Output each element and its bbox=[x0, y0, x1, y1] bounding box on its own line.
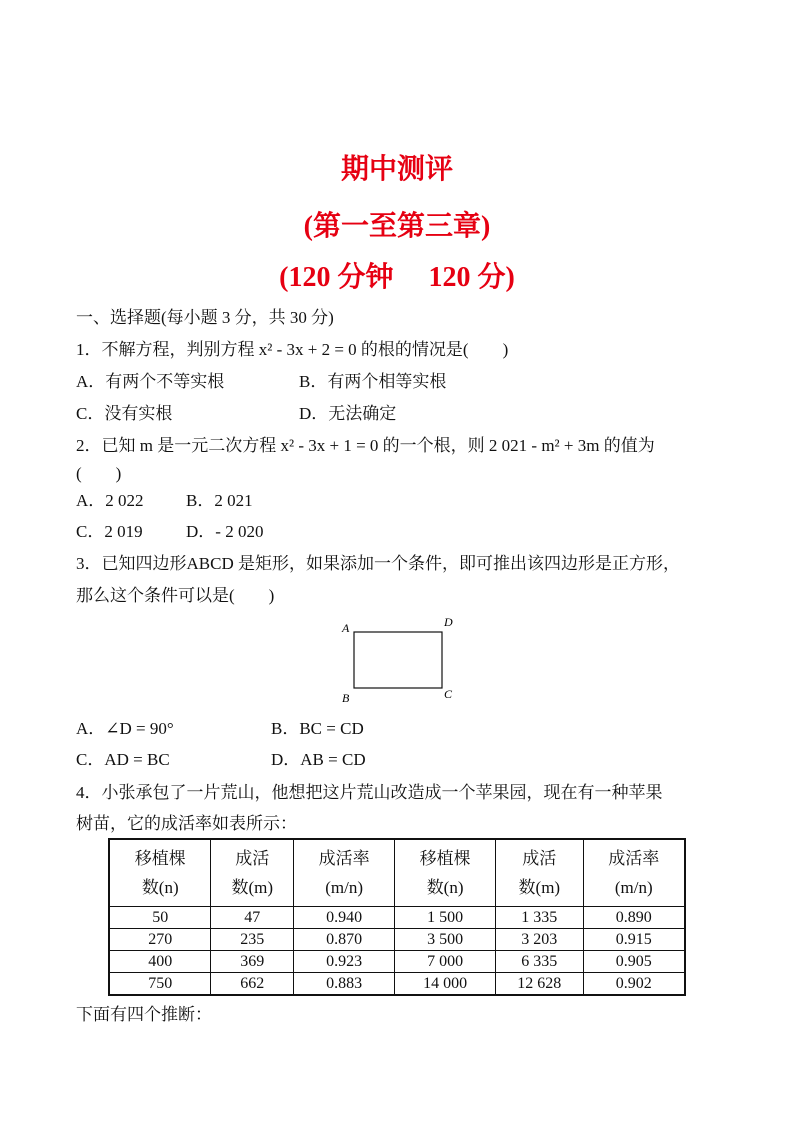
vertex-label-c: C bbox=[444, 687, 453, 701]
exam-total-score: 120 分) bbox=[428, 262, 515, 293]
header-survival-rate-2: 成活率 (m/n) bbox=[583, 839, 685, 907]
rectangle-shape bbox=[354, 632, 442, 688]
q2-option-c: C．2 019 bbox=[76, 522, 143, 541]
q1-option-c: C．没有实根 bbox=[76, 404, 173, 423]
table-row bbox=[109, 907, 685, 929]
table-cell: 1 335 bbox=[496, 907, 583, 929]
header-survival-rate-1: 成活率 (m/n) bbox=[294, 839, 395, 907]
exam-scope: (第一至第三章) bbox=[303, 211, 491, 242]
table-cell: 0.923 bbox=[294, 951, 395, 973]
table-cell: 12 628 bbox=[496, 973, 583, 996]
q1-option-b: B．有两个相等实根 bbox=[299, 372, 447, 391]
q3-stem-line2: 那么这个条件可以是( ) bbox=[76, 586, 275, 605]
vertex-label-b: B bbox=[342, 691, 350, 705]
table-cell: 750 bbox=[109, 973, 211, 996]
table-cell: 0.915 bbox=[583, 929, 685, 951]
q1-option-d: D．无法确定 bbox=[299, 404, 397, 423]
table-cell: 0.902 bbox=[583, 973, 685, 996]
table-row bbox=[109, 929, 685, 951]
q2-option-a: A．2 022 bbox=[76, 491, 144, 510]
q2-stem-line2: ( ) bbox=[76, 464, 122, 483]
table-cell: 0.905 bbox=[583, 951, 685, 973]
table-cell: 14 000 bbox=[395, 973, 496, 996]
table-cell: 369 bbox=[211, 951, 294, 973]
q3-option-c: C．AD = BC bbox=[76, 750, 170, 769]
table-cell: 3 203 bbox=[496, 929, 583, 951]
table-cell: 1 500 bbox=[395, 907, 496, 929]
table-cell: 0.870 bbox=[294, 929, 395, 951]
table-cell: 3 500 bbox=[395, 929, 496, 951]
table-cell: 6 335 bbox=[496, 951, 583, 973]
table-cell: 0.890 bbox=[583, 907, 685, 929]
table-header-row bbox=[109, 839, 685, 907]
q1-option-a: A．有两个不等实根 bbox=[76, 372, 225, 391]
table-cell: 7 000 bbox=[395, 951, 496, 973]
exam-duration-score bbox=[0, 262, 794, 294]
table-cell: 662 bbox=[211, 973, 294, 996]
q1-stem: 1．不解方程，判别方程 x² - 3x + 2 = 0 的根的情况是( ) bbox=[76, 340, 509, 359]
q3-option-a: A．∠D = 90° bbox=[76, 719, 174, 738]
rectangle-abcd-figure bbox=[330, 612, 470, 708]
survival-rate-table bbox=[108, 838, 686, 996]
vertex-label-a: A bbox=[342, 621, 350, 635]
table-cell: 400 bbox=[109, 951, 211, 973]
q4-stem-line1: 4．小张承包了一片荒山，他想把这片荒山改造成一个苹果园，现在有一种苹果 bbox=[76, 783, 663, 802]
section-heading: 一、选择题(每小题 3 分，共 30 分) bbox=[76, 308, 334, 327]
q3-option-d: D．AB = CD bbox=[271, 750, 366, 769]
table-cell: 50 bbox=[109, 907, 211, 929]
header-survived-count-2: 成活 数(m) bbox=[496, 839, 583, 907]
q2-option-d: D．- 2 020 bbox=[186, 522, 264, 541]
q3-option-b: B．BC = CD bbox=[271, 719, 364, 738]
exam-title: 期中测评 bbox=[340, 154, 453, 185]
table-cell: 270 bbox=[109, 929, 211, 951]
q4-after-text: 下面有四个推断： bbox=[76, 1005, 212, 1024]
header-survived-count-1: 成活 数(m) bbox=[211, 839, 294, 907]
q4-stem-line2: 树苗，它的成活率如表所示： bbox=[76, 814, 297, 833]
table-cell: 0.940 bbox=[294, 907, 395, 929]
header-transplant-count-2: 移植棵 数(n) bbox=[395, 839, 496, 907]
table-cell: 235 bbox=[211, 929, 294, 951]
table-cell: 0.883 bbox=[294, 973, 395, 996]
q2-stem-line1: 2．已知 m 是一元二次方程 x² - 3x + 1 = 0 的一个根，则 2 021 - m² + 3m 的值为 bbox=[76, 436, 655, 455]
exam-duration: (120 分钟 bbox=[279, 262, 394, 293]
header-transplant-count-1: 移植棵 数(n) bbox=[109, 839, 211, 907]
table-row bbox=[109, 951, 685, 973]
table-cell: 47 bbox=[211, 907, 294, 929]
table-row bbox=[109, 973, 685, 996]
q3-stem-line1: 3．已知四边形ABCD 是矩形，如果添加一个条件，即可推出该四边形是正方形， bbox=[76, 554, 680, 573]
q2-option-b: B．2 021 bbox=[186, 491, 253, 510]
vertex-label-d: D bbox=[444, 615, 453, 629]
